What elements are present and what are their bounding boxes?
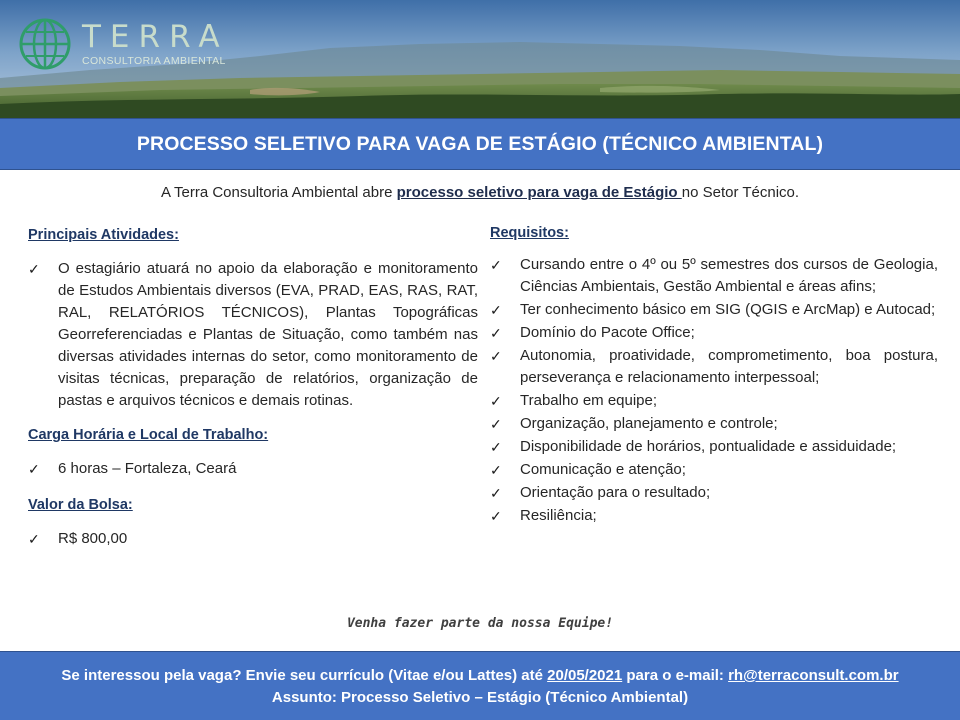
list-item-text: Trabalho em equipe;	[520, 392, 658, 409]
checkmark-icon: ✓	[490, 393, 502, 409]
workload-heading: Carga Horária e Local de Trabalho:	[28, 427, 269, 443]
right-column	[490, 224, 938, 527]
footer-bar	[0, 651, 960, 720]
intro-after: no Setor Técnico.	[681, 184, 800, 201]
list-item	[490, 505, 938, 527]
company-logo	[18, 16, 229, 72]
footer-text-before: Se interessou pela vaga? Envie seu currículo (Vitae e/ou Lattes) até	[61, 667, 548, 684]
workload-section	[28, 426, 478, 480]
list-item-text: Cursando entre o 4º ou 5º semestres dos cursos de Geologia, Ciências Ambientais, Gestão Ambiental e áreas afins;	[520, 256, 938, 295]
title-bar	[0, 118, 960, 170]
list-item	[28, 458, 478, 480]
intro-text	[0, 184, 960, 201]
list-item-text: Disponibilidade de horários, pontualidade e assiduidade;	[520, 438, 897, 455]
checkmark-icon: ✓	[490, 462, 502, 478]
stipend-section	[28, 496, 478, 550]
list-item-text: Orientação para o resultado;	[520, 484, 711, 501]
intro-before: A Terra Consultoria Ambiental abre	[160, 184, 397, 201]
checkmark-icon: ✓	[490, 508, 502, 524]
list-item	[490, 436, 938, 458]
list-item-text: O estagiário atuará no apoio da elaboração e monitoramento de Estudos Ambientais diversos (EVA, PRAD, EAS, RAS, RAT, RAL, RELATÓRIOS TÉCNICOS), Plantas Topográficas Georreferenciadas e Plantas de Situação, como também nas diversas atividades internas do setor, como monitoramento de visitas técnicas, preparação de relatórios, organização de pastas e arquivos técnicos e demais rotinas.	[58, 260, 478, 409]
intro-emphasis: processo seletivo para vaga de Estágio	[396, 184, 682, 201]
list-item-text: Resiliência;	[520, 507, 597, 524]
list-item	[490, 254, 938, 298]
email-link[interactable]: rh@terraconsult.com.br	[728, 667, 899, 684]
stipend-list	[28, 528, 478, 550]
checkmark-icon: ✓	[28, 261, 40, 277]
checkmark-icon: ✓	[490, 302, 502, 318]
list-item	[28, 528, 478, 550]
logo-subtitle: CONSULTORIA AMBIENTAL	[82, 55, 226, 67]
checkmark-icon: ✓	[490, 325, 502, 341]
list-item	[490, 322, 938, 344]
list-item	[490, 482, 938, 504]
list-item-text: 6 horas – Fortaleza, Ceará	[58, 460, 237, 477]
stipend-heading: Valor da Bolsa:	[28, 497, 133, 513]
deadline-date: 20/05/2021	[547, 667, 623, 684]
list-item-text: Comunicação e atenção;	[520, 461, 686, 478]
checkmark-icon: ✓	[28, 461, 40, 477]
left-column	[28, 226, 478, 550]
requirements-heading: Requisitos:	[490, 225, 569, 241]
list-item	[490, 413, 938, 435]
footer-line-2: Assunto: Processo Seletivo – Estágio (Técnico Ambiental)	[271, 689, 689, 706]
globe-icon	[18, 17, 72, 71]
footer-text-middle: para o e-mail:	[622, 667, 729, 684]
workload-list	[28, 458, 478, 480]
checkmark-icon: ✓	[490, 257, 502, 273]
checkmark-icon: ✓	[490, 485, 502, 501]
list-item	[490, 299, 938, 321]
list-item-text: Organização, planejamento e controle;	[520, 415, 778, 432]
list-item	[490, 345, 938, 389]
requirements-list	[490, 254, 938, 527]
list-item-text: Domínio do Pacote Office;	[520, 324, 695, 341]
logo-wordmark: TERRA	[82, 19, 229, 55]
closing-slogan: Venha fazer parte da nossa Equipe!	[346, 616, 614, 631]
list-item-text: Autonomia, proatividade, comprometimento, boa postura, perseverança e relacionamento interpessoal;	[520, 347, 938, 386]
checkmark-icon: ✓	[490, 416, 502, 432]
list-item	[490, 390, 938, 412]
list-item-text: R$ 800,00	[58, 530, 128, 547]
list-item	[28, 258, 478, 412]
checkmark-icon: ✓	[28, 531, 40, 547]
activities-list	[28, 258, 478, 412]
list-item	[490, 459, 938, 481]
list-item-text: Ter conhecimento básico em SIG (QGIS e ArcMap) e Autocad;	[520, 301, 936, 318]
activities-section	[28, 226, 478, 412]
page-title: PROCESSO SELETIVO PARA VAGA DE ESTÁGIO (TÉCNICO AMBIENTAL)	[136, 132, 824, 155]
header-banner	[0, 0, 960, 118]
checkmark-icon: ✓	[490, 439, 502, 455]
checkmark-icon: ✓	[490, 348, 502, 364]
activities-heading: Principais Atividades:	[28, 227, 179, 243]
footer-line-1	[0, 665, 960, 687]
